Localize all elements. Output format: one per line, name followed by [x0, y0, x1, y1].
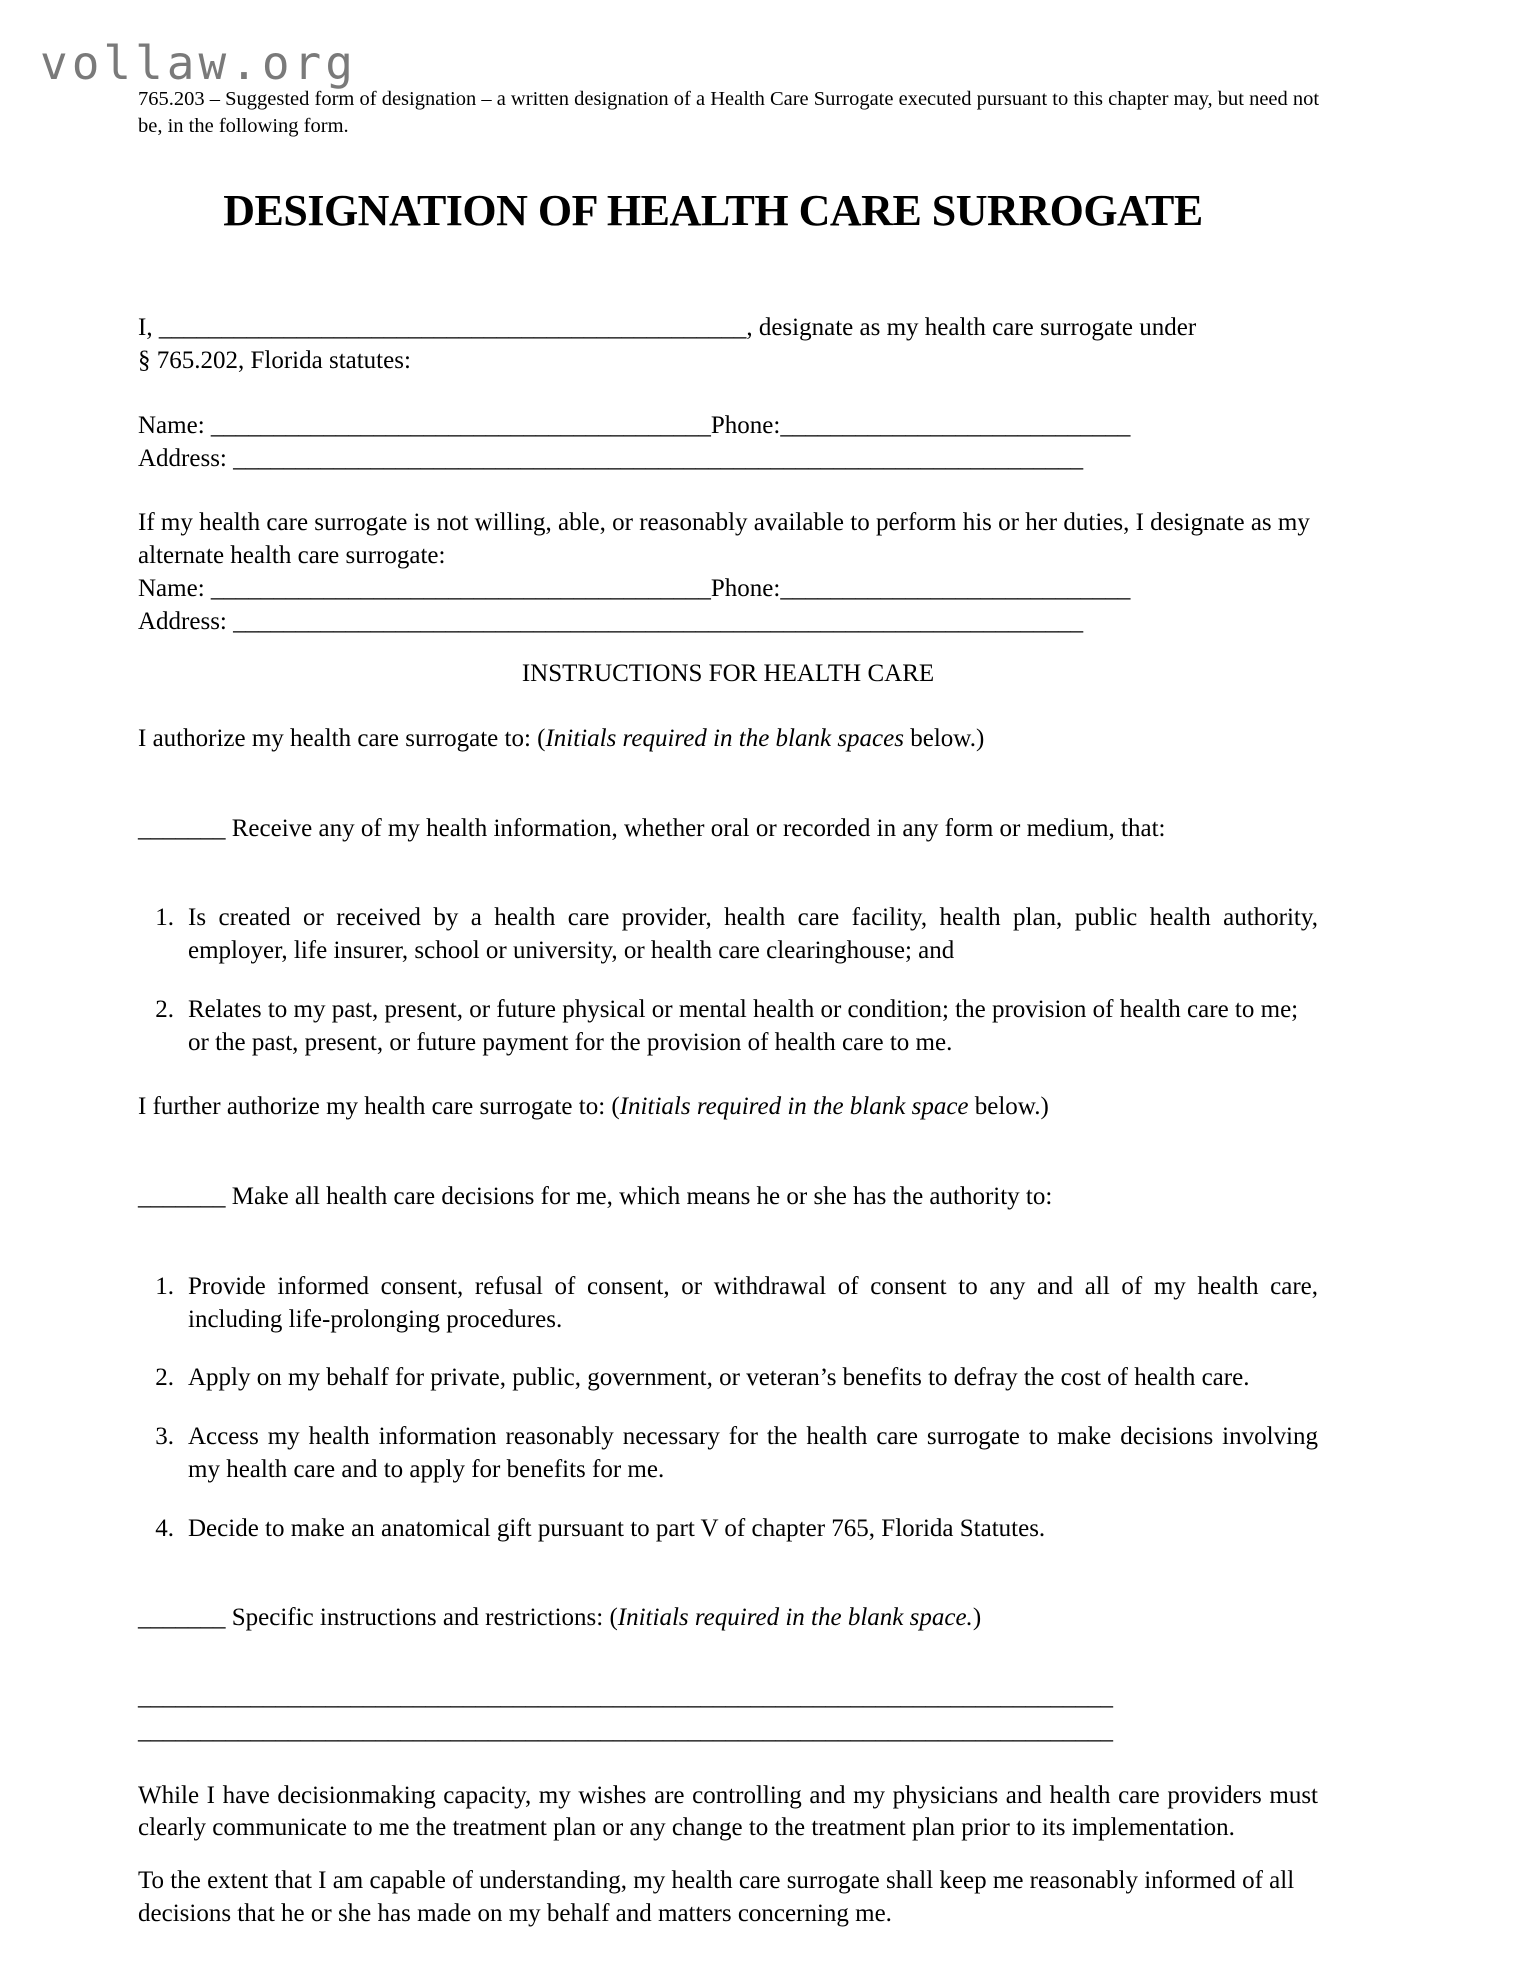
- list-item-number: 4.: [155, 1514, 174, 1542]
- instructions-heading: INSTRUCTIONS FOR HEALTH CARE: [521, 660, 935, 688]
- receive-initials-blank[interactable]: _______: [138, 814, 226, 842]
- authorize-intro-paragraph: [138, 723, 1318, 756]
- designation-name-blank[interactable]: _______________________________________________: [158, 314, 747, 342]
- closing-paragraph-2: To the extent that I am capable of understanding, my health care surrogate shall keep me reasonably informed of all decisions that he or she has made on my behalf and matters concerning me.: [138, 1867, 1295, 1927]
- list-item-number: 3.: [155, 1423, 174, 1451]
- list-item: [138, 1271, 1318, 1337]
- statute-note: 765.203 – Suggested form of designation – a written designation of a Health Care Surrogate executed pursuant to this chapter may, but need not be, in the following form.: [138, 88, 1320, 137]
- list-item: [138, 1421, 1318, 1487]
- decisions-initials-blank[interactable]: _______: [138, 1183, 226, 1211]
- list-item-number: 2.: [155, 1364, 174, 1392]
- decisions-clause: [138, 1181, 1318, 1214]
- alternate-name-phone-row: [138, 573, 1318, 606]
- list-item-text: Is created or received by a health care provider, health care facility, health plan, public health authority, employer, life insurer, school or university, or health care clearinghouse; and: [188, 904, 1318, 965]
- decision-items-list: [138, 1271, 1318, 1546]
- primary-address-row: [138, 443, 1318, 476]
- receive-items-list: [138, 902, 1318, 1059]
- list-item: [138, 1362, 1318, 1395]
- primary-name-input[interactable]: ________________________________________: [210, 411, 711, 439]
- document-content: [138, 86, 1318, 1931]
- designation-sentence: [138, 312, 1318, 345]
- specific-clause-italic: Initials required in the blank space.: [617, 1604, 973, 1632]
- further-intro-tail: below.): [968, 1093, 1049, 1121]
- designation-prefix: I,: [138, 314, 153, 342]
- authorize-intro-italic: Initials required in the blank spaces: [545, 724, 904, 752]
- list-item-number: 1.: [155, 1272, 174, 1300]
- further-intro-plain: I further authorize my health care surrogate to: (: [138, 1093, 620, 1121]
- alternate-name-input[interactable]: ________________________________________: [210, 574, 711, 602]
- primary-name-phone-row: [138, 410, 1318, 443]
- list-item-text: Access my health information reasonably necessary for the health care surrogate to make decisions involving my health care and to apply for benefits for me.: [188, 1423, 1318, 1483]
- list-item: [138, 994, 1318, 1060]
- alternate-address-input[interactable]: ____________________________________________________________________: [233, 607, 1084, 635]
- primary-name-label: Name:: [138, 411, 205, 439]
- alternate-address-row: [138, 606, 1318, 639]
- receive-clause-text: Receive any of my health information, whether oral or recorded in any form or medium, that:: [231, 814, 1166, 842]
- list-item-number: 2.: [155, 995, 174, 1023]
- further-intro-italic: Initials required in the blank space: [619, 1093, 969, 1121]
- primary-address-label: Address:: [138, 444, 227, 472]
- specific-clause-plain: Specific instructions and restrictions: (: [231, 1604, 618, 1632]
- write-in-line-1[interactable]: ______________________________________________________________________________: [138, 1683, 1113, 1711]
- further-intro-paragraph: [138, 1091, 1318, 1124]
- list-item: [138, 1513, 1318, 1546]
- decisions-clause-text: Make all health care decisions for me, which means he or she has the authority to:: [231, 1183, 1053, 1211]
- designation-statute-line: § 765.202, Florida statutes:: [138, 347, 411, 375]
- designation-suffix: , designate as my health care surrogate under: [746, 314, 1197, 342]
- watermark-vollaw-org: vollaw.org: [40, 36, 357, 90]
- authorize-intro-tail: below.): [903, 724, 985, 752]
- alternate-name-label: Name:: [138, 574, 205, 602]
- specific-initials-blank[interactable]: _______: [138, 1604, 226, 1632]
- closing-paragraph-1: While I have decisionmaking capacity, my wishes are controlling and my physicians and health care providers must clearly communicate to me the treatment plan or any change to the treatment plan prior to its implementation.: [138, 1781, 1318, 1842]
- list-item: [138, 902, 1318, 968]
- list-item-text: Decide to make an anatomical gift pursuant to part V of chapter 765, Florida Statutes.: [188, 1514, 1046, 1542]
- list-item-text: Apply on my behalf for private, public, government, or veteran’s benefits to defray the cost of health care.: [188, 1364, 1250, 1392]
- specific-instructions-clause: [138, 1602, 1318, 1635]
- list-item-text: Relates to my past, present, or future physical or mental health or condition; the provision of health care to me; or the past, present, or future payment for the provision of health care to me.: [188, 995, 1299, 1056]
- page-title: DESIGNATION OF HEALTH CARE SURROGATE: [223, 186, 1203, 236]
- authorize-intro-plain: I authorize my health care surrogate to: (: [138, 724, 546, 752]
- list-item-number: 1.: [155, 904, 174, 932]
- primary-phone-input[interactable]: ____________________________: [780, 411, 1131, 439]
- specific-clause-tail: ): [972, 1604, 982, 1632]
- alternate-intro-paragraph: If my health care surrogate is not willing, able, or reasonably available to perform his or her duties, I designate as my alternate health care surrogate:: [138, 509, 1310, 570]
- primary-address-input[interactable]: ____________________________________________________________________: [233, 444, 1084, 472]
- receive-clause: [138, 813, 1318, 846]
- document-body: [138, 292, 1318, 1930]
- alternate-address-label: Address:: [138, 607, 227, 635]
- write-in-line-2[interactable]: ______________________________________________________________________________: [138, 1716, 1113, 1744]
- list-item-text: Provide informed consent, refusal of consent, or withdrawal of consent to any and all of my health care, including life-prolonging procedures.: [188, 1272, 1318, 1333]
- alternate-phone-label: Phone:: [710, 574, 781, 602]
- alternate-phone-input[interactable]: ____________________________: [780, 574, 1131, 602]
- primary-phone-label: Phone:: [710, 411, 781, 439]
